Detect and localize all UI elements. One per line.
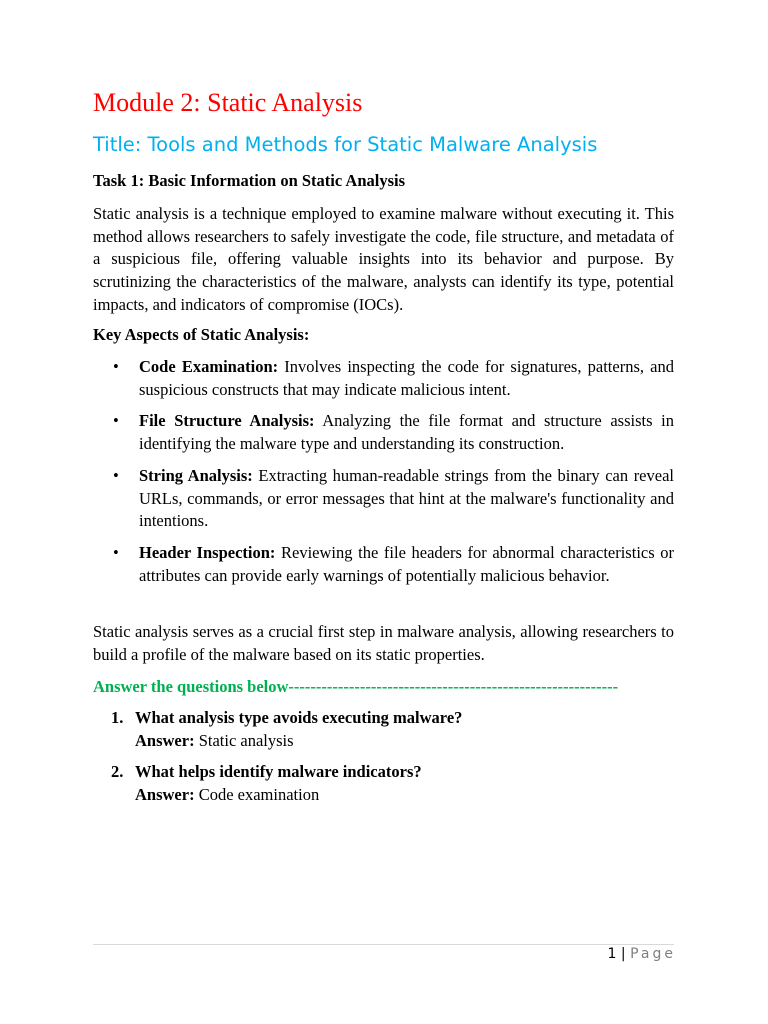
answer-label: Answer: bbox=[135, 785, 195, 805]
aspect-text: Analyzing the file format and structure assists in identifying the malware type and understanding its construction. bbox=[139, 411, 674, 454]
answer-heading: Answer the questions below------------------------------------------------------------ bbox=[93, 677, 619, 696]
aspect-term: Code Examination: bbox=[139, 357, 279, 376]
answer-text: Code examination bbox=[194, 785, 320, 805]
question-number: 1. bbox=[111, 708, 124, 727]
document-title: Title: Tools and Methods for Static Malware Analysis bbox=[93, 133, 598, 156]
bullet-icon: • bbox=[113, 465, 119, 485]
list-item bbox=[93, 410, 674, 455]
intro-paragraph: Static analysis is a technique employed to examine malware without executing it. This method allows researchers to safely investigate the code, file structure, and metadata of a suspicious file, offering valuable insights into its behavior and purpose. By scrutinizing the characteristics of the malware, analysts can identify its type, potential impacts, and indicators of compromise (IOCs). bbox=[93, 204, 674, 314]
footer-divider bbox=[93, 944, 674, 945]
question-number: 2. bbox=[111, 762, 124, 782]
closing-paragraph: Static analysis serves as a crucial first step in malware analysis, allowing researchers to build a profile of the malware based on its static properties. bbox=[93, 622, 674, 664]
aspect-text: Involves inspecting the code for signatures, patterns, and suspicious constructs that may indicate malicious intent. bbox=[139, 357, 674, 399]
bullet-icon: • bbox=[113, 542, 119, 562]
answer-label: Answer: bbox=[135, 730, 195, 750]
key-aspects-heading: Key Aspects of Static Analysis: bbox=[93, 325, 310, 344]
answer-line bbox=[135, 784, 674, 807]
aspect-term: String Analysis: bbox=[139, 465, 253, 485]
bullet-icon: • bbox=[113, 411, 119, 431]
list-item bbox=[93, 356, 674, 401]
module-title: Module 2: Static Analysis bbox=[93, 88, 363, 117]
bullet-icon: • bbox=[113, 357, 119, 376]
list-item bbox=[93, 542, 674, 587]
aspect-term: Header Inspection: bbox=[139, 542, 276, 562]
question-text: What helps identify malware indicators? bbox=[135, 762, 422, 782]
question-item bbox=[93, 761, 674, 806]
key-aspects-list bbox=[93, 356, 674, 596]
question-text: What analysis type avoids executing malware? bbox=[135, 708, 463, 727]
aspect-text: Extracting human-readable strings from the binary can reveal URLs, commands, or error messages that hint at the malware's functionality and intentions. bbox=[139, 465, 674, 531]
aspect-term: File Structure Analysis: bbox=[139, 411, 315, 431]
page-footer bbox=[608, 944, 676, 964]
question-item bbox=[93, 707, 674, 752]
answer-text: Static analysis bbox=[194, 730, 294, 750]
aspect-text: Reviewing the file headers for abnormal characteristics or attributes can provide early warnings of potentially malicious behavior. bbox=[139, 542, 675, 585]
page-label: Page bbox=[630, 946, 676, 962]
page-number: 1 bbox=[607, 946, 617, 962]
answer-line bbox=[135, 730, 674, 753]
questions-list bbox=[93, 707, 674, 816]
task-heading: Task 1: Basic Information on Static Analysis bbox=[93, 171, 406, 190]
list-item bbox=[93, 465, 674, 533]
page-separator: | bbox=[616, 946, 631, 962]
